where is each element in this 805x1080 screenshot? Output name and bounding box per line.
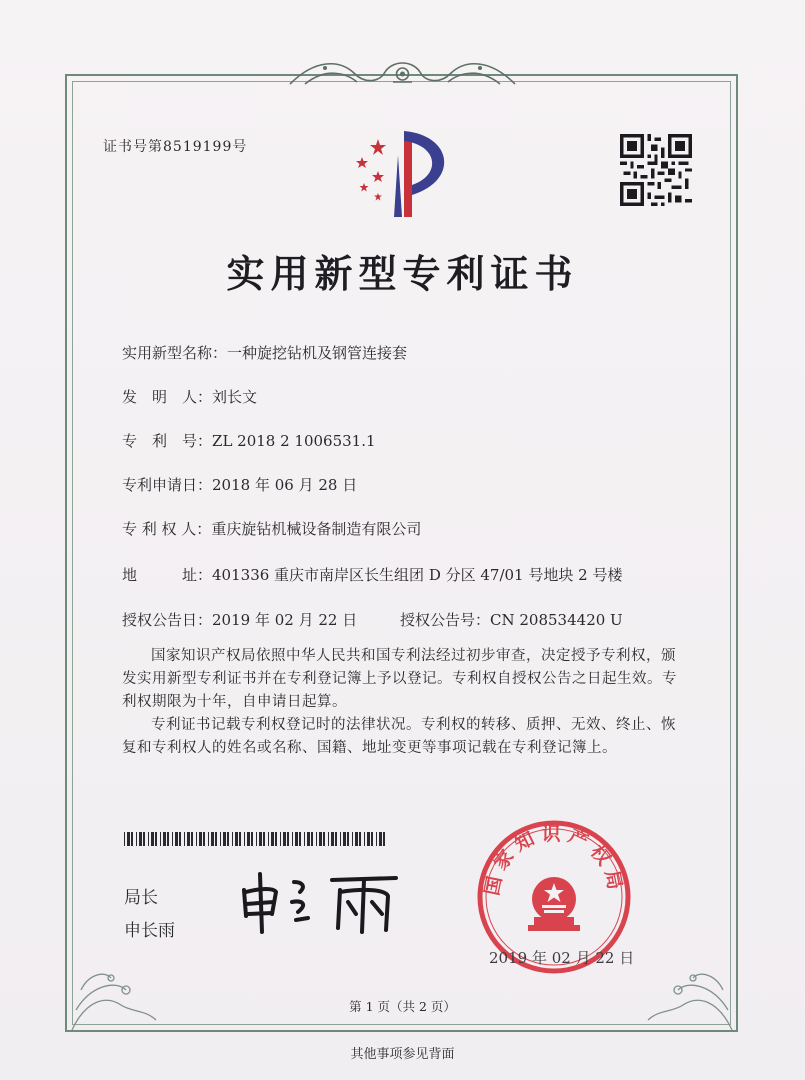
field-utility-model-name (122, 342, 407, 363)
field-value: ZL 2018 2 1006531.1 (212, 432, 376, 450)
field-address (122, 564, 622, 585)
field-value: 重庆旋钻机械设备制造有限公司 (211, 520, 422, 538)
field-label: 地 址： (122, 566, 213, 584)
field-value: 刘长文 (212, 388, 258, 406)
field-value: CN 208534420 U (490, 611, 623, 629)
bottom-right-ornament-icon (618, 940, 738, 1034)
handwritten-signature-icon (236, 868, 406, 938)
footer-note: 其他事项参见背面 (350, 1047, 455, 1062)
field-value: 2019 年 02 月 22 日 (212, 611, 358, 629)
signature-title: 局长 (124, 888, 158, 908)
field-label: 授权公告日： (122, 611, 213, 629)
field-value: 401336 重庆市南岸区长生组团 D 分区 47/01 号地块 2 号楼 (212, 566, 623, 584)
field-value: 一种旋挖钻机及钢管连接套 (227, 344, 408, 362)
barcode-icon (124, 832, 386, 846)
patent-office-emblem-icon (342, 125, 462, 225)
field-grant-number (400, 609, 623, 630)
certificate-title: 实用新型专利证书 (226, 251, 579, 296)
field-patentee (122, 518, 421, 539)
field-value: 2018 年 06 月 28 日 (212, 476, 358, 494)
field-patent-number (122, 430, 376, 451)
signatory-name: 申长雨 (124, 921, 175, 941)
field-label: 专 利 权 人： (122, 520, 212, 538)
field-label: 专 利 号： (122, 432, 213, 450)
field-filing-date (122, 474, 357, 495)
certificate-number: 证书号第8519199号 (103, 139, 248, 155)
page-number: 第 1 页（共 2 页） (349, 999, 456, 1014)
bottom-left-ornament-icon (66, 940, 186, 1034)
seal-date: 2019 年 02 月 22 日 (489, 949, 635, 967)
field-label: 专利申请日： (122, 476, 213, 494)
field-label: 实用新型名称： (122, 344, 228, 362)
field-label: 发 明 人： (122, 388, 213, 406)
field-inventor (122, 386, 257, 407)
seal-text: 国家知识产权局 (480, 823, 628, 898)
legal-status-paragraph: 专利证书记载专利权登记时的法律状况。专利权的转移、质押、无效、终止、恢复和专利权人的姓名或名称、国籍、地址变更等事项记载在专利登记簿上。 (122, 717, 676, 756)
field-grant-date (122, 609, 357, 630)
qr-code-icon (620, 134, 692, 206)
field-label: 授权公告号： (400, 611, 491, 629)
grant-statement-paragraph: 国家知识产权局依照中华人民共和国专利法经过初步审查，决定授予专利权，颁发实用新型专利证书并在专利登记簿上予以登记。专利权自授权公告之日起生效。专利权期限为十年，自申请日起算。 (122, 648, 677, 710)
top-ornament-icon (285, 54, 520, 94)
